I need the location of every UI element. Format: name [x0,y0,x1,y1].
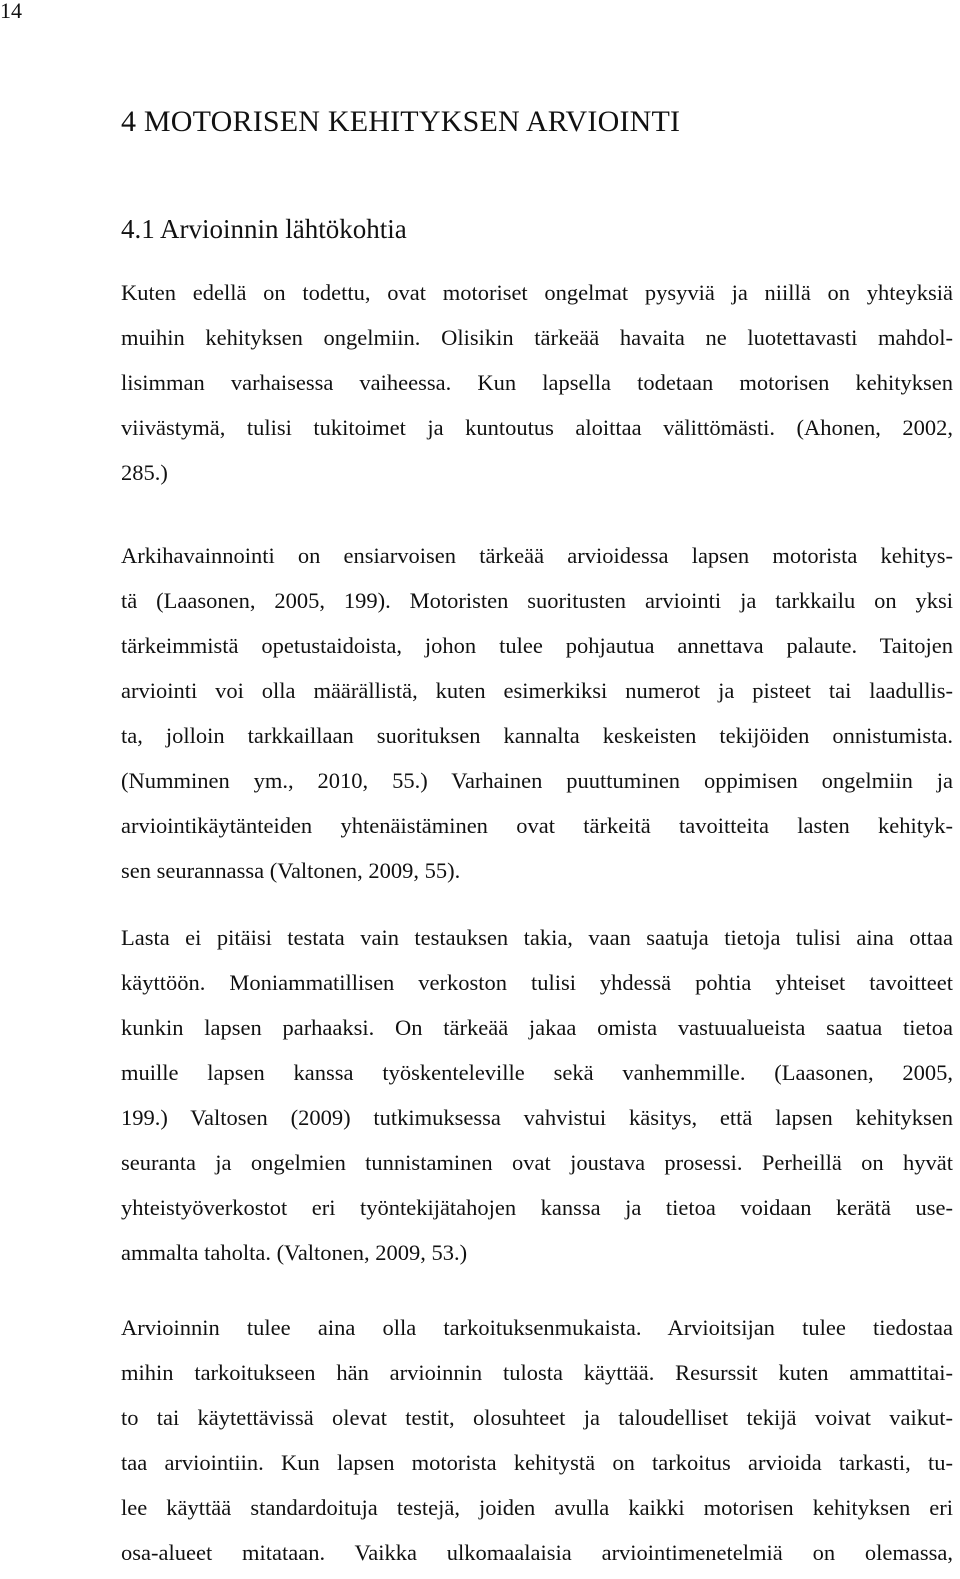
text-line: Arvioinnin tulee aina olla tarkoituksenmukaista. Arvioitsijan tulee tiedostaa [121,1315,953,1340]
paragraph-2 [121,533,953,893]
chapter-title: 4 MOTORISEN KEHITYKSEN ARVIOINTI [121,105,681,138]
text-line: ta, jolloin tarkkaillaan suorituksen kannalta keskeisten tekijöiden onnistumista. [121,723,953,748]
text-line: arviointi voi olla määrällistä, kuten esimerkiksi numerot ja pisteet tai laadullis- [121,678,953,703]
text-line: kunkin lapsen parhaaksi. On tärkeää jakaa omista vastuualueista saatua tietoa [121,1015,953,1040]
text-line: ammalta taholta. (Valtonen, 2009, 53.) [121,1240,468,1265]
text-line: to tai käytettävissä olevat testit, olosuhteet ja taloudelliset tekijä voivat vaikut- [121,1405,953,1430]
text-line: Arkihavainnointi on ensiarvoisen tärkeää arvioidessa lapsen motorista kehitys- [121,543,953,568]
paragraph-4 [121,1305,953,1575]
text-line: (Numminen ym., 2010, 55.) Varhainen puuttuminen oppimisen ongelmiin ja [121,768,953,793]
text-line: seuranta ja ongelmien tunnistaminen ovat joustava prosessi. Perheillä on hyvät [121,1150,953,1175]
text-line: mihin tarkoitukseen hän arvioinnin tulosta käyttää. Resurssit kuten ammattitai- [121,1360,953,1385]
text-line: arviointikäytänteiden yhtenäistäminen ovat tärkeitä tavoitteita lasten kehityk- [121,813,953,838]
text-line: muihin kehityksen ongelmiin. Olisikin tärkeää havaita ne luotettavasti mahdol- [121,325,953,350]
text-line: 285.) [121,460,168,485]
page-number: 14 [0,0,22,23]
text-line: taa arviointiin. Kun lapsen motorista kehitystä on tarkoitus arvioida tarkasti, tu- [121,1450,953,1475]
text-line: tärkeimmistä opetustaidoista, johon tulee pohjautua annettava palaute. Taitojen [121,633,953,658]
text-line: Lasta ei pitäisi testata vain testauksen takia, vaan saatuja tietoja tulisi aina ottaa [121,925,953,950]
text-line: sen seurannassa (Valtonen, 2009, 55). [121,858,461,883]
text-line: muille lapsen kanssa työskenteleville sekä vanhemmille. (Laasonen, 2005, [121,1060,953,1085]
text-line: käyttöön. Moniammatillisen verkoston tulisi yhdessä pohtia yhteiset tavoitteet [121,970,953,995]
paragraph-1 [121,270,953,495]
text-line: yhteistyöverkostot eri työntekijätahojen kanssa ja tietoa voidaan kerätä use- [121,1195,953,1220]
paragraph-3 [121,915,953,1275]
text-line: lisimman varhaisessa vaiheessa. Kun lapsella todetaan motorisen kehityksen [121,370,953,395]
text-line: Kuten edellä on todettu, ovat motoriset ongelmat pysyviä ja niillä on yhteyksiä [121,280,953,305]
text-line: tä (Laasonen, 2005, 199). Motoristen suoritusten arviointi ja tarkkailu on yksi [121,588,953,613]
section-title: 4.1 Arvioinnin lähtökohtia [121,214,407,244]
text-line: viivästymä, tulisi tukitoimet ja kuntoutus aloittaa välittömästi. (Ahonen, 2002, [121,415,953,440]
text-line: 199.) Valtosen (2009) tutkimuksessa vahvistui käsitys, että lapsen kehityksen [121,1105,953,1130]
text-line: lee käyttää standardoituja testejä, joiden avulla kaikki motorisen kehityksen eri [121,1495,953,1520]
text-line: osa-alueet mitataan. Vaikka ulkomaalaisia arviointimenetelmiä on olemassa, [121,1540,953,1565]
